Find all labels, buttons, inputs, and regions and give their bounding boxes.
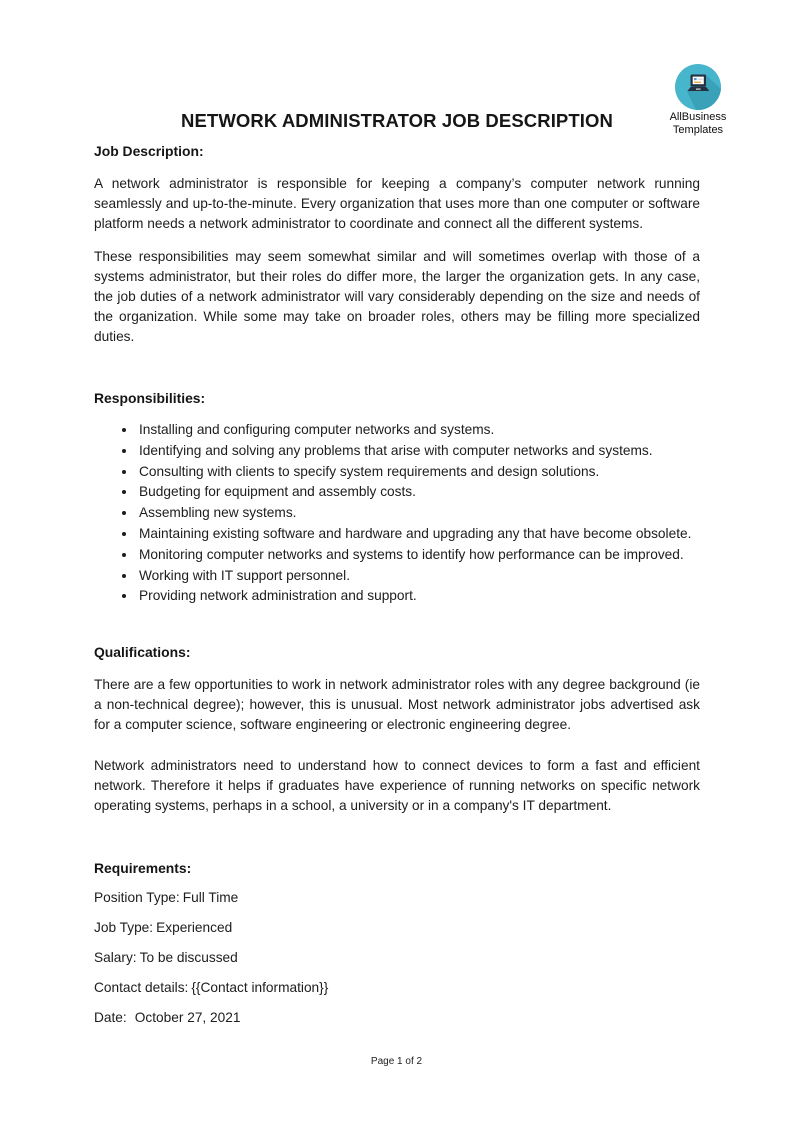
list-item: • Assembling new systems. (137, 503, 700, 523)
requirement-position-type (94, 888, 700, 908)
document-title: NETWORK ADMINISTRATOR JOB DESCRIPTION (181, 110, 613, 131)
list-item: • Installing and configuring computer networks and systems. (137, 420, 700, 440)
list-item: • Consulting with clients to specify system requirements and design solutions. (137, 462, 700, 482)
requirement-label: Salary: (94, 950, 137, 966)
responsibilities-list (94, 420, 700, 606)
requirement-label: Position Type: (94, 890, 180, 906)
requirement-value: October 27, 2021 (134, 1010, 241, 1026)
requirement-label: Job Type: (94, 920, 154, 936)
document-content (94, 107, 700, 1028)
logo-text-line1: AllBusiness (669, 111, 727, 123)
logo-laptop-icon (675, 64, 721, 110)
requirement-value: Experienced (156, 920, 233, 936)
section-responsibilities (94, 388, 700, 606)
requirement-job-type (94, 918, 700, 938)
list-item: • Working with IT support personnel. (137, 566, 700, 586)
list-item: • Maintaining existing software and hardware and upgrading any that have become obsolete. (137, 524, 700, 544)
page-footer (0, 1055, 793, 1069)
logo-text-line2: Templates (672, 123, 724, 136)
qualifications-paragraph: Network administrators need to understand how to connect devices to form a fast and efficient network. Therefore it helps if graduates have experience of running networks on specific network operating systems, perhaps in a school, a university or in a company's IT department. (94, 758, 700, 814)
section-qualifications (94, 642, 700, 816)
section-requirements (94, 858, 700, 1028)
page-number: Page 1 of 2 (370, 1056, 423, 1067)
requirement-value: Full Time (182, 890, 239, 906)
list-item: • Budgeting for equipment and assembly costs. (137, 482, 700, 502)
section-job-description (94, 141, 700, 347)
responsibilities-heading: Responsibilities: (94, 390, 206, 406)
list-item: • Identifying and solving any problems that arise with computer networks and systems. (137, 441, 700, 461)
requirement-date (94, 1008, 700, 1028)
requirement-salary (94, 948, 700, 968)
job-description-paragraph: A network administrator is responsible for keeping a company’s computer network running seamlessly and up-to-the-minute. Every organization that uses more than one computer or software platform needs a network administrator to coordinate and connect all the different systems. (94, 176, 700, 231)
qualifications-paragraph: There are a few opportunities to work in network administrator roles with any degree background (ie a non-technical degree); however, this is unusual. Most network administrator jobs advertised ask for a computer science, software engineering or electronic engineering degree. (94, 677, 700, 733)
requirement-label: Date: (94, 1010, 127, 1026)
requirement-value: {{Contact information}} (191, 980, 329, 996)
job-description-paragraph: These responsibilities may seem somewhat similar and will sometimes overlap with those of a systems administrator, but their roles do differ more, the larger the organization gets. In any case, the job duties of a network administrator will vary considerably depending on the size and needs of the organization. While some may take on broader roles, others may be filling more specialized duties. (94, 249, 700, 344)
qualifications-heading: Qualifications: (94, 644, 191, 661)
requirements-heading: Requirements: (94, 860, 192, 877)
list-item: • Monitoring computer networks and systems to identify how performance can be improved. (137, 545, 700, 565)
requirement-label: Contact details: (94, 980, 189, 996)
requirement-value: To be discussed (139, 950, 238, 966)
requirement-contact-details (94, 978, 700, 998)
list-item: • Providing network administration and support. (137, 586, 700, 606)
job-description-heading: Job Description: (94, 143, 204, 159)
